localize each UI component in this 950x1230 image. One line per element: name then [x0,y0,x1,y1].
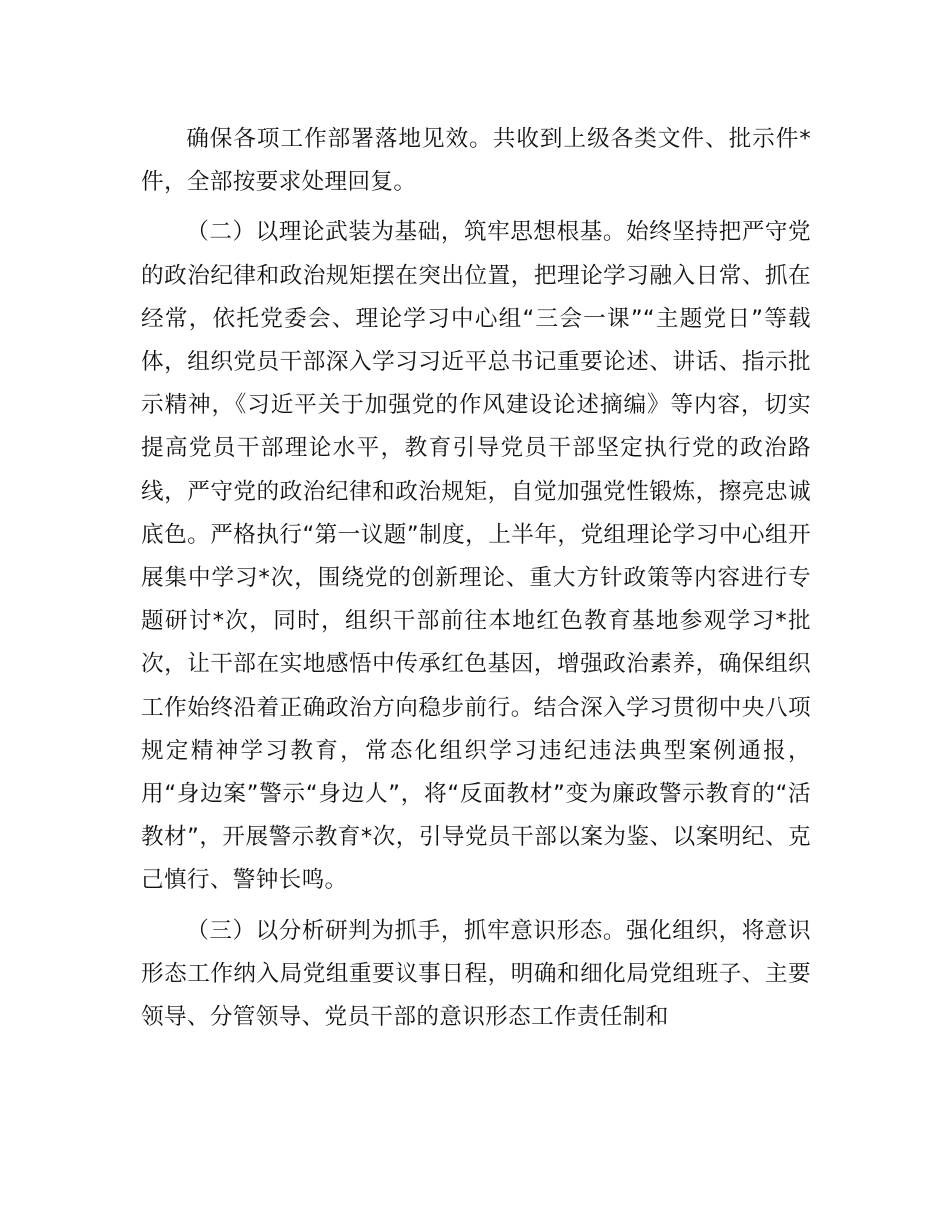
paragraph-continuation: 确保各项工作部署落地见效。共收到上级各类文件、批示件*件，全部按要求处理回复。 [141,126,811,196]
document-body [141,118,811,1039]
paragraph-section-three: （三）以分析研判为抓手，抓牢意识形态。强化组织，将意识形态工作纳入局党组重要议事日程，明确和细化局党组班子、主要领导、分管领导、党员干部的意识形态工作责任制和 [141,917,811,1031]
paragraph-section-two: （二）以理论武装为基础，筑牢思想根基。始终坚持把严守党的政治纪律和政治规矩摆在突出位置，把理论学习融入日常、抓在经常，依托党委会、理论学习中心组“三会一课”“主题党日”等载体，组织党员干部深入学习习近平总书记重要论述、讲话、指示批示精神，《习近平关于加强党的作风建设论述摘编》等内容，切实提高党员干部理论水平，教育引导党员干部坚定执行党的政治路线，严守党的政治纪律和政治规矩，自觉加强党性锻炼，擦亮忠诚底色。严格执行“第一议题”制度，上半年，党组理论学习中心组开展集中学习*次，围绕党的创新理论、重大方针政策等内容进行专题研讨*次，同时，组织干部前往本地红色教育基地参观学习*批次，让干部在实地感悟中传承红色基因，增强政治素养，确保组织工作始终沿着正确政治方向稳步前行。结合深入学习贯彻中央八项规定精神学习教育，常态化组织学习违纪违法典型案例通报，用“身边案”警示“身边人”，将“反面教材”变为廉政警示教育的“活教材”，开展警示教育*次，引导党员干部以案为鉴、以案明纪、克己慎行、警钟长鸣。 [141,219,811,894]
